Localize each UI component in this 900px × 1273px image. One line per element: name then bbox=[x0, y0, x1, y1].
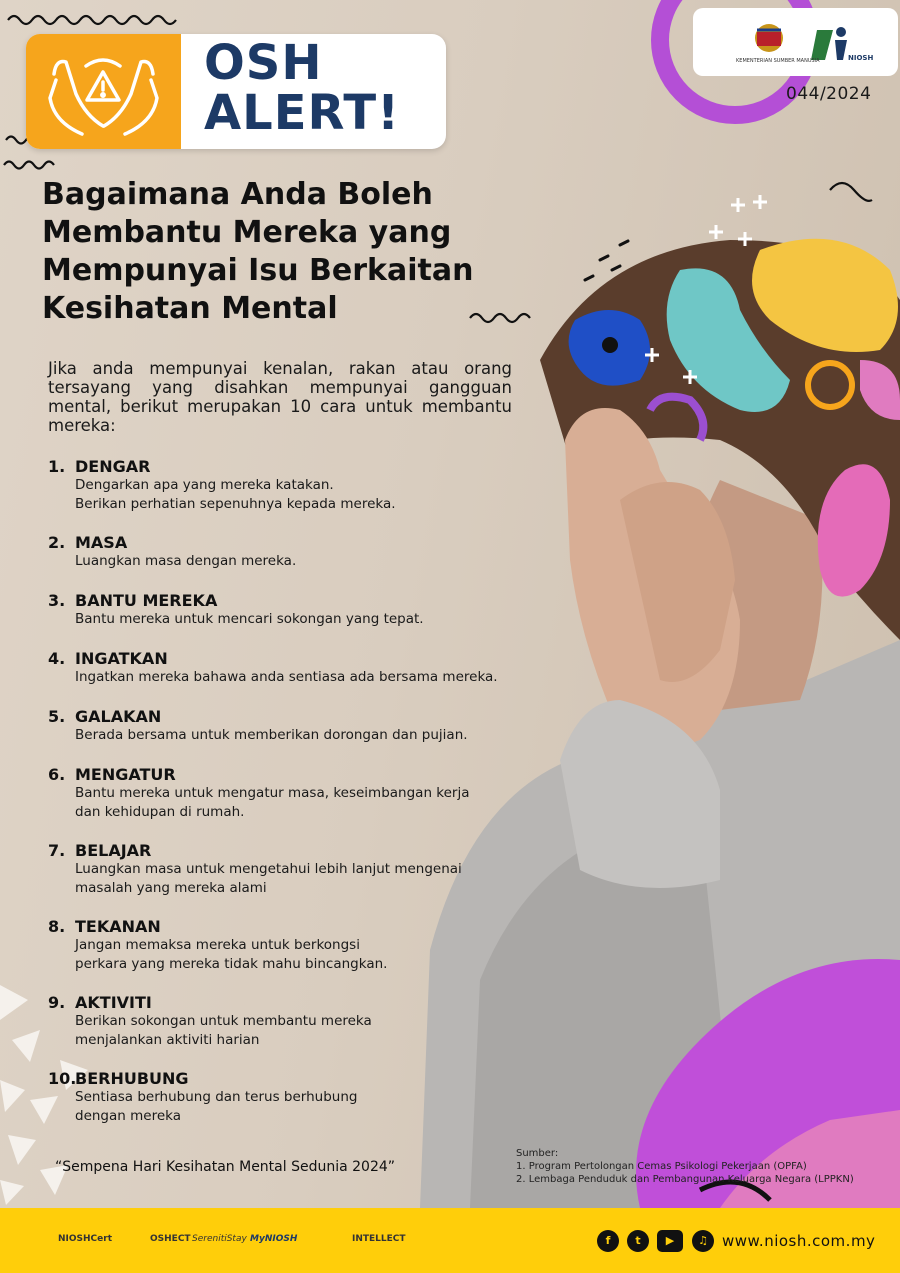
title-line: Mempunyai Isu Berkaitan bbox=[42, 253, 474, 288]
tip-item bbox=[48, 457, 568, 513]
tip-number: 5. bbox=[48, 707, 66, 726]
youtube-icon[interactable]: ▶ bbox=[657, 1230, 683, 1252]
intro-paragraph: Jika anda mempunyai kenalan, rakan atau orang tersayang yang disahkan mempunyai gangguan mental, berikut merupakan 10 cara untuk membantu mereka: bbox=[48, 359, 512, 435]
footer-logo-oshect[interactable]: OSHECT bbox=[150, 1234, 191, 1244]
sources-label: Sumber: bbox=[516, 1148, 559, 1159]
tip-item bbox=[48, 765, 568, 821]
ministry-caption: KEMENTERIAN SUMBER MANUSIA bbox=[736, 58, 820, 64]
tip-number: 9. bbox=[48, 993, 66, 1012]
sources bbox=[516, 1147, 854, 1186]
tip-line: Sentiasa berhubung dan terus berhubung bbox=[75, 1089, 358, 1105]
tip-line: perkara yang mereka tidak mahu bincangkan. bbox=[75, 955, 388, 972]
tip-line: menjalankan aktiviti harian bbox=[75, 1031, 260, 1048]
title-line: Membantu Mereka yang bbox=[42, 215, 452, 250]
footer-logo-intellect[interactable]: INTELLECT bbox=[352, 1234, 406, 1244]
title-line: Kesihatan Mental bbox=[42, 291, 338, 326]
tip-heading: INGATKAN bbox=[75, 649, 168, 668]
tip-number: 1. bbox=[48, 457, 66, 476]
tip-heading: TEKANAN bbox=[75, 917, 161, 936]
website-link[interactable]: www.niosh.com.my bbox=[722, 1232, 876, 1250]
tip-line: Ingatkan mereka bahawa anda sentiasa ada bersama mereka. bbox=[75, 669, 498, 685]
tip-heading: BELAJAR bbox=[75, 841, 152, 860]
tip-number: 10. bbox=[48, 1069, 77, 1088]
tip-line: Berada bersama untuk memberikan dorongan dan pujian. bbox=[75, 727, 468, 743]
badge-title bbox=[204, 35, 444, 141]
tip-line: Berikan sokongan untuk membantu mereka bbox=[75, 1013, 372, 1029]
footer-logo-myniosh[interactable]: MyNIOSH bbox=[250, 1234, 298, 1244]
badge-title-line1: OSH bbox=[204, 35, 323, 91]
tip-number: 7. bbox=[48, 841, 66, 860]
tip-heading: GALAKAN bbox=[75, 707, 162, 726]
tip-number: 4. bbox=[48, 649, 66, 668]
tip-line: Luangkan masa dengan mereka. bbox=[75, 553, 297, 569]
tip-number: 2. bbox=[48, 533, 66, 552]
tip-heading: BERHUBUNG bbox=[75, 1069, 189, 1088]
tiktok-icon[interactable]: ♫ bbox=[692, 1230, 714, 1252]
tip-line: dan kehidupan di rumah. bbox=[75, 803, 245, 820]
tip-line: Dengarkan apa yang mereka katakan. bbox=[75, 477, 334, 493]
ministry-crest-icon bbox=[693, 8, 898, 76]
tip-item bbox=[48, 707, 568, 745]
tip-number: 3. bbox=[48, 591, 66, 610]
tip-item bbox=[48, 649, 568, 687]
tip-number: 6. bbox=[48, 765, 66, 784]
tip-item bbox=[48, 917, 568, 973]
tip-heading: MENGATUR bbox=[75, 765, 176, 784]
tip-item bbox=[48, 1069, 568, 1125]
page-title bbox=[42, 176, 522, 328]
osh-alert-badge bbox=[26, 34, 446, 149]
tip-heading: MASA bbox=[75, 533, 128, 552]
facebook-icon[interactable]: f bbox=[597, 1230, 619, 1252]
issue-number: 044/2024 bbox=[786, 84, 872, 104]
source-item: 1. Program Pertolongan Cemas Psikologi Pekerjaan (OPFA) bbox=[516, 1161, 807, 1172]
tip-item bbox=[48, 993, 568, 1049]
tip-line: Berikan perhatian sepenuhnya kepada mereka. bbox=[75, 495, 396, 512]
svg-text:NIOSH: NIOSH bbox=[848, 54, 874, 62]
tip-item bbox=[48, 591, 568, 629]
agency-logos bbox=[693, 8, 898, 76]
hands-warning-icon bbox=[26, 34, 181, 149]
footer-logo-serenitistay[interactable]: SerenitiStay bbox=[192, 1234, 247, 1244]
tip-number: 8. bbox=[48, 917, 66, 936]
footer-logo-nioshcert[interactable]: NIOSHCert bbox=[58, 1234, 112, 1244]
tip-item bbox=[48, 533, 568, 571]
twitter-icon[interactable]: t bbox=[627, 1230, 649, 1252]
tip-line: Jangan memaksa mereka untuk berkongsi bbox=[75, 937, 360, 953]
badge-title-line2: ALERT! bbox=[204, 85, 400, 141]
tip-line: Luangkan masa untuk mengetahui lebih lanjut mengenai bbox=[75, 861, 462, 877]
tip-line: Bantu mereka untuk mencari sokongan yang tepat. bbox=[75, 611, 424, 627]
tip-line: masalah yang mereka alami bbox=[75, 879, 267, 896]
tip-heading: DENGAR bbox=[75, 457, 151, 476]
tip-item bbox=[48, 841, 568, 897]
title-line: Bagaimana Anda Boleh bbox=[42, 177, 433, 212]
tip-line: Bantu mereka untuk mengatur masa, keseimbangan kerja bbox=[75, 785, 470, 801]
tip-heading: BANTU MEREKA bbox=[75, 591, 218, 610]
tip-line: dengan mereka bbox=[75, 1107, 181, 1124]
tip-heading: AKTIVITI bbox=[75, 993, 152, 1012]
source-item: 2. Lembaga Penduduk dan Pembangunan Keluarga Negara (LPPKN) bbox=[516, 1174, 854, 1185]
campaign-quote: “Sempena Hari Kesihatan Mental Sedunia 2024” bbox=[55, 1159, 396, 1175]
